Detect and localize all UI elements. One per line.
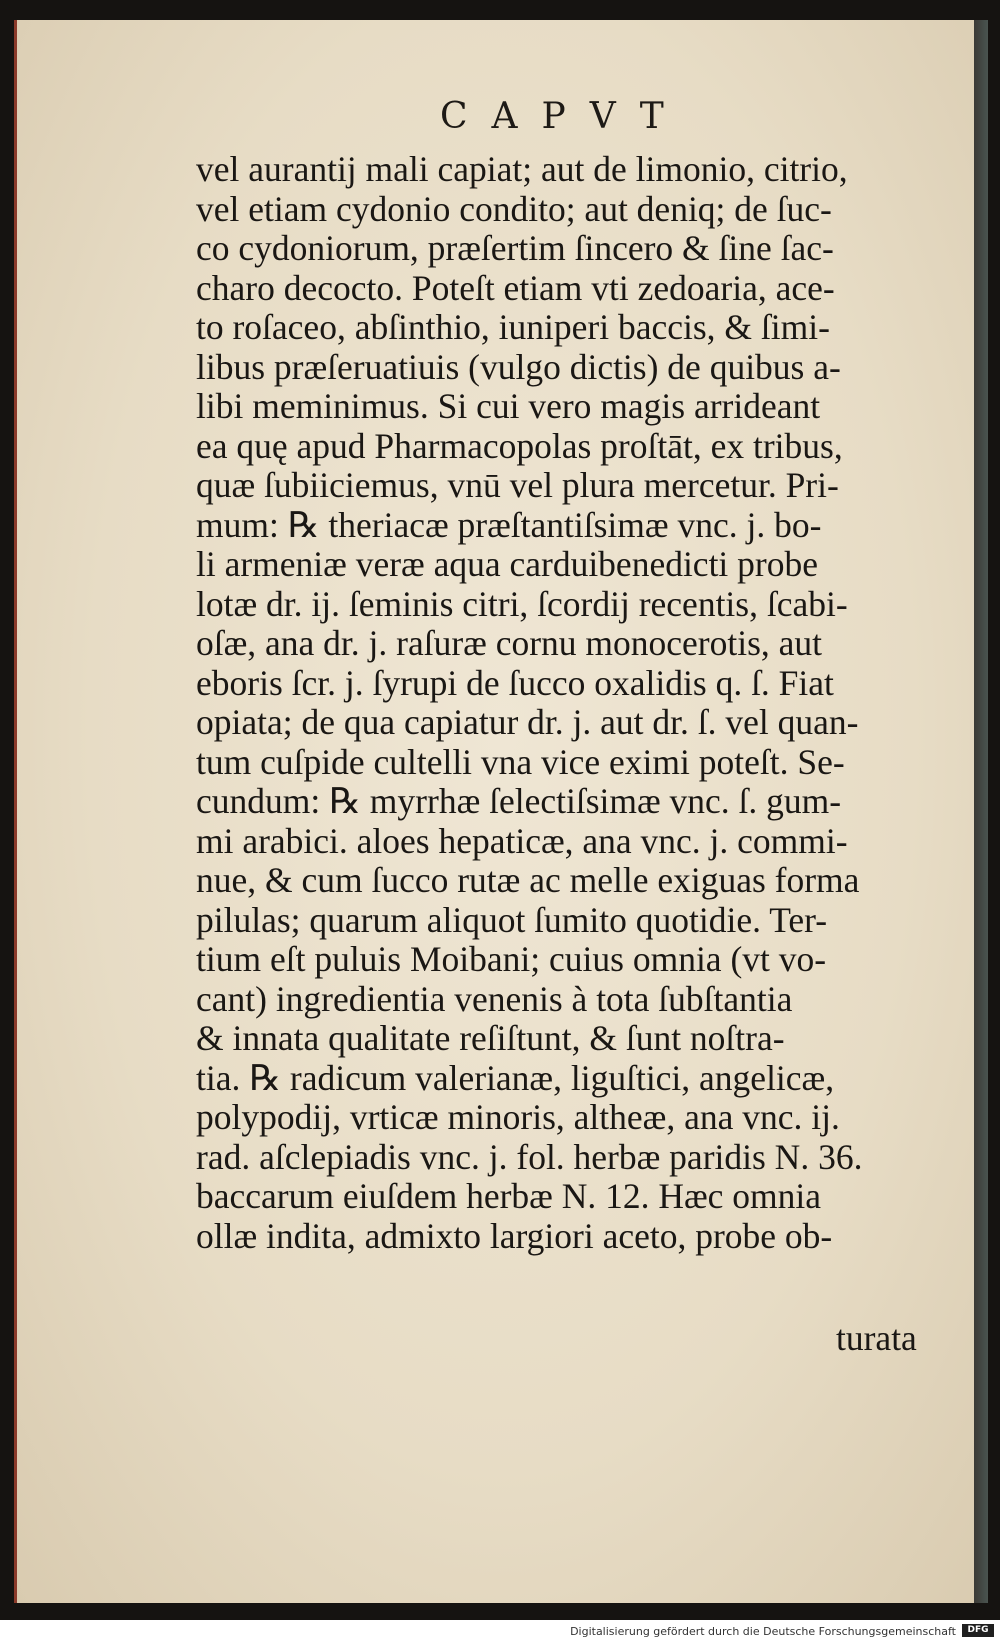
catchword: turata xyxy=(836,1318,917,1358)
text-line: polypodij, vrticæ minoris, altheæ, ana vnc. ij. xyxy=(196,1097,840,1137)
text-line: nue, & cum ſucco rutæ ac melle exiguas forma xyxy=(196,860,860,900)
footer-bar xyxy=(0,1620,1000,1641)
text-line: cundum: ℞ myrrhæ ſelectiſsimæ vnc. ſ. gum- xyxy=(196,781,842,821)
text-line: pilulas; quarum aliquot ſumito quotidie. Ter- xyxy=(196,899,828,940)
text-line: co cydoniorum, præſertim ſincero & ſine ſac- xyxy=(196,228,834,268)
text-line: tium eſt puluis Moibani; cuius omnia (vt vo- xyxy=(196,939,827,979)
text-line: tia. ℞ radicum valerianæ, liguſtici, angelicæ, xyxy=(196,1057,835,1098)
page-body xyxy=(196,150,936,1256)
text-line: mi arabici. aloes hepaticæ, ana vnc. j. commi- xyxy=(196,820,848,861)
text-line: opiata; de qua capiatur dr. j. aut dr. ſ. vel quan- xyxy=(196,702,859,742)
text-line: & innata qualitate reſiſtunt, & ſunt noſtra- xyxy=(196,1018,785,1058)
text-line: mum: ℞ theriacæ præſtantiſsimæ vnc. j. bo- xyxy=(196,504,822,545)
funding-credit: Digitalisierung gefördert durch die Deutsche Forschungsgemeinschaft xyxy=(570,1625,956,1638)
text-line: tum cuſpide cultelli vna vice eximi poteſt. Se- xyxy=(196,741,845,782)
dfg-logo: DFG xyxy=(962,1624,994,1637)
text-line: vel etiam cydonio condito; aut deniq; de ſuc- xyxy=(196,188,832,229)
text-line: libus præſeruatiuis (vulgo dictis) de quibus a- xyxy=(196,346,841,387)
text-line: libi meminimus. Si cui vero magis arrideant xyxy=(196,386,821,426)
text-line: oſæ, ana dr. j. raſuræ cornu monocerotis, aut xyxy=(196,623,823,663)
text-line: to roſaceo, abſinthio, iuniperi baccis, & ſimi- xyxy=(196,307,830,347)
text-line: baccarum eiuſdem herbæ N. 12. Hæc omnia xyxy=(196,1176,822,1216)
text-line: vel aurantij mali capiat; aut de limonio, citrio, xyxy=(196,149,848,189)
text-line: li armeniæ veræ aqua carduibenedicti probe xyxy=(196,544,818,584)
text-line: eboris ſcr. j. ſyrupi de ſucco oxalidis q. ſ. Fiat xyxy=(196,662,834,703)
text-line: charo decocto. Poteſt etiam vti zedoaria, ace- xyxy=(196,267,835,308)
text-line: lotæ dr. ij. ſeminis citri, ſcordij recentis, ſcabi- xyxy=(196,583,848,624)
book-edge xyxy=(974,20,988,1603)
text-line: quæ ſubiiciemus, vnū vel plura mercetur. Pri- xyxy=(196,465,839,505)
running-header: CAPVT xyxy=(440,96,688,137)
text-line: ollæ indita, admixto largiori aceto, probe ob- xyxy=(196,1215,833,1256)
text-line: cant) ingredientia venenis à tota ſubſtantia xyxy=(196,978,793,1019)
text-line: ea quę apud Pharmacopolas proſtāt, ex tribus, xyxy=(196,425,843,466)
text-line: rad. aſclepiadis vnc. j. fol. herbæ paridis N. 36. xyxy=(196,1136,863,1177)
